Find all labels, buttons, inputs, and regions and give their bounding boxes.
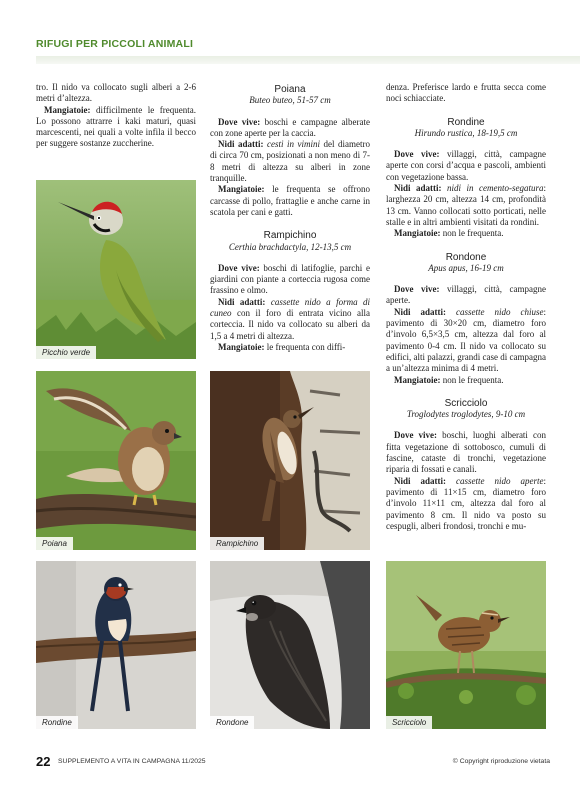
scricciolo-nidi: Nidi adatti: cassette nido aperte: pavimento di 11×15 cm, diametro foro d’involo 11×11 cm, altezza dal foro al pavimento 8 cm. Il nido va posto su cespugli, alberi frondosi, tronchi e mu- <box>386 475 546 531</box>
swift-illustration <box>210 561 370 729</box>
photo-scricciolo <box>386 561 546 729</box>
buzzard-illustration <box>36 371 196 550</box>
section-header: RIFUGI PER PICCOLI ANIMALI <box>36 38 194 50</box>
column-3 <box>386 82 546 532</box>
scricciolo-dove: Dove vive: boschi, luoghi alberati con fitta vegetazione di sottobosco, cumuli di fascine, cataste di tronchi, vegetazione riparia di fossati e canali. <box>386 430 546 475</box>
rampichino-latin: Certhia brachdactyla, 12-13,5 cm <box>228 241 352 252</box>
woodpecker-illustration <box>36 180 196 359</box>
rondone-nidi: Nidi adatti: cassette nido chiuse: pavimento di 30×20 cm, diametro foro d’involo 6,5×3,5 cm, altezza dal foro al pavimento 0-4 cm. Il nido va collocato su edifici, alti palazzi, grandi case di campagna a un’altezza minima di 4 metri. <box>386 306 546 374</box>
photo-rondine <box>36 561 196 729</box>
rampichino-nidi: Nidi adatti: cassette nido a forma di cuneo con il foro di entrata vicino alla corteccia. Il nido va collocato su alberi da 1,5 a 4 metri di altezza. <box>210 296 370 341</box>
wren-illustration <box>386 561 546 729</box>
treecreeper-illustration <box>210 371 370 550</box>
photo-rondone <box>210 561 370 729</box>
caption-rondone: Rondone <box>210 716 254 729</box>
rondine-dove: Dove vive: villaggi, città, campagne aperte con corsi d’acqua e pascoli, ambienti con vegetazione bassa. <box>386 149 546 182</box>
rondine-mangiatoie: Mangiatoie: non le frequenta. <box>394 228 504 239</box>
col1-mangiatoie: Mangiatoie: difficilmente le frequenta. Lo possono attrarre i kaki maturi, quasi marcescenti, nei quali a volte infila il becco per suggere sostanze zuccherine. <box>36 104 196 149</box>
caption-scricciolo: Scricciolo <box>386 716 432 729</box>
rondine-nidi: Nidi adatti: nidi in cemento-segatura: larghezza 20 cm, altezza 14 cm, profondità 13 cm. Vanno collocati sotto porticati, nelle stalle e in altri ambienti visitati da rondini. <box>386 183 546 227</box>
poiana-mangiatoie: Mangiatoie: le frequenta se offrono carcasse di pollo, frattaglie e anche carne in scatola per cani e gatti. <box>210 184 370 217</box>
column-1 <box>36 82 196 150</box>
rondone-title: Rondone <box>445 251 487 263</box>
header-rule <box>36 56 580 64</box>
caption-poiana: Poiana <box>36 537 73 550</box>
rampichino-title: Rampichino <box>263 230 317 242</box>
poiana-title: Poiana <box>274 84 306 95</box>
copyright-notice: © Copyright riproduzione vietata <box>452 758 550 765</box>
rondone-latin: Apus apus, 16-19 cm <box>428 262 504 273</box>
col1-intro: tro. Il nido va collocato sugli alberi a 2-6 metri d’altezza. <box>36 82 196 104</box>
rondone-dove: Dove vive: villaggi, città, campagne aperte. <box>386 284 546 306</box>
photo-poiana <box>36 371 196 550</box>
rampichino-dove: Dove vive: boschi di latifoglie, parchi e giardini con piante a corteccia rugosa come frassino e olmo. <box>210 262 370 296</box>
photo-rampichino <box>210 371 370 550</box>
rondine-title: Rondine <box>447 116 485 128</box>
scricciolo-latin: Troglodytes troglodytes, 9-10 cm <box>406 409 526 420</box>
poiana-dove: Dove vive: boschi e campagne alberate con zone aperte per la caccia. <box>210 116 370 138</box>
rampichino-mangiatoie: Mangiatoie: le frequenta con diffi- <box>218 341 346 352</box>
col3-intro: denza. Preferisce lardo e frutta secca come noci schiacciate. <box>386 82 546 104</box>
caption-picchio: Picchio verde <box>36 346 96 359</box>
rondine-latin: Hirundo rustica, 18-19,5 cm <box>414 127 518 138</box>
page-footer <box>36 754 550 771</box>
rondone-mangiatoie: Mangiatoie: non le frequenta. <box>394 374 504 385</box>
column-2 <box>210 82 370 353</box>
poiana-nidi: Nidi adatti: cesti in vimini del diametro di circa 70 cm, posizionati a non meno di 7-8 metri di altezza su alberi in zone tranquille. <box>210 139 370 184</box>
photo-picchio-verde <box>36 180 196 359</box>
scricciolo-title: Scricciolo <box>444 397 488 409</box>
supplement-label: SUPPLEMENTO A VITA IN CAMPAGNA 11/2025 <box>58 758 206 765</box>
swallow-illustration <box>36 561 196 729</box>
caption-rondine: Rondine <box>36 716 78 729</box>
page-number: 22 <box>36 754 51 769</box>
poiana-latin: Buteo buteo, 51-57 cm <box>249 95 331 106</box>
caption-rampichino: Rampichino <box>210 537 264 550</box>
